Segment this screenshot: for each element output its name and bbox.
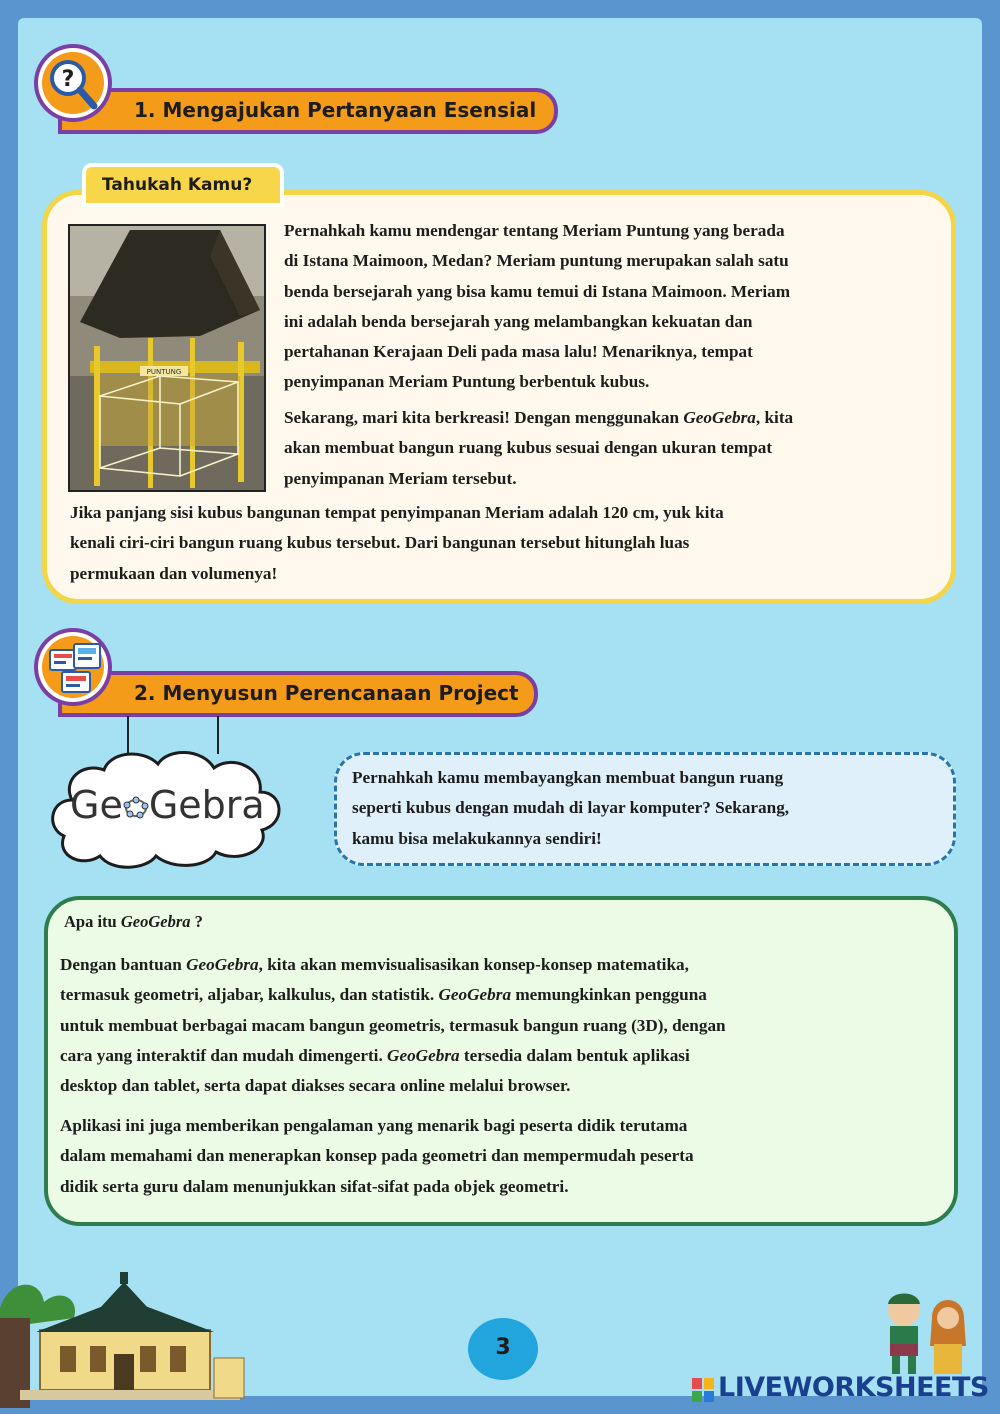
tahukah-label: Tahukah Kamu? bbox=[102, 175, 253, 195]
svg-text:?: ? bbox=[61, 67, 75, 92]
liveworksheets-watermark: LIVEWORKSHEETS bbox=[718, 1372, 989, 1403]
photo-sign-text: PUNTUNG bbox=[146, 368, 182, 376]
text-line: pertahanan Kerajaan Deli pada masa lalu! Menariknya, tempat bbox=[284, 342, 753, 362]
text-line: untuk membuat berbagai macam bangun geometris, termasuk bangun ruang (3D), dengan bbox=[60, 1015, 726, 1035]
text-line: akan membuat bangun ruang kubus sesuai dengan ukuran tempat bbox=[284, 438, 773, 458]
text-line: termasuk geometri, aljabar, kalkulus, dan statistik. GeoGebra memungkinkan pengguna bbox=[60, 985, 707, 1005]
meriam-puntung-photo bbox=[68, 224, 266, 492]
geogebra-ellipse-icon bbox=[123, 793, 149, 821]
computer-screens-icon bbox=[48, 642, 104, 696]
section-1-title: 1. Mengajukan Pertanyaan Esensial bbox=[134, 98, 537, 122]
geogebra-logo bbox=[70, 783, 265, 827]
tahukah-tab bbox=[82, 163, 284, 207]
text-line: kenali ciri-ciri bangun ruang kubus tersebut. Dari bangunan tersebut hitunglah luas bbox=[70, 533, 690, 553]
text-line: Pernahkah kamu membayangkan membuat bangun ruang bbox=[352, 768, 784, 787]
apa-itu-paragraph-1 bbox=[60, 950, 940, 1101]
apa-itu-paragraph-2 bbox=[60, 1111, 940, 1202]
question-magnifier-icon bbox=[48, 58, 98, 112]
tahukah-paragraph-2 bbox=[284, 403, 938, 494]
apa-itu-title: Apa itu GeoGebra ? bbox=[64, 912, 203, 931]
section-2-title: 2. Menyusun Perencanaan Project bbox=[134, 681, 519, 705]
text-line: Dengan bantuan GeoGebra, kita akan memvisualisasikan konsep-konsep matematika, bbox=[60, 955, 689, 974]
text-line: di Istana Maimoon, Medan? Meriam puntung merupakan salah satu bbox=[284, 251, 789, 271]
text-line: didik serta guru dalam menunjukkan sifat-sifat pada objek geometri. bbox=[60, 1176, 569, 1196]
text-line: Sekarang, mari kita berkreasi! Dengan menggunakan GeoGebra, kita bbox=[284, 408, 794, 427]
intro-text bbox=[352, 763, 938, 854]
text-line: penyimpanan Meriam tersebut. bbox=[284, 468, 517, 488]
text-line: ini adalah benda bersejarah yang melambangkan kekuatan dan bbox=[284, 311, 753, 331]
istana-maimoon-illustration bbox=[0, 1268, 250, 1408]
text-line: desktop dan tablet, serta dapat diakses secara online melalui browser. bbox=[60, 1076, 571, 1096]
meriam-puntung-illustration bbox=[70, 226, 264, 490]
page-number-badge bbox=[468, 1318, 538, 1380]
section-2-icon-badge bbox=[34, 628, 112, 706]
text-line: Jika panjang sisi kubus bangunan tempat penyimpanan Meriam adalah 120 cm, yuk kita bbox=[70, 503, 724, 522]
text-line: dalam memahami dan menerapkan konsep pada geometri dan mempermudah peserta bbox=[60, 1146, 694, 1166]
geogebra-logo-part1: Ge bbox=[70, 783, 123, 827]
text-line: cara yang interaktif dan mudah dimengerti. GeoGebra tersedia dalam bentuk aplikasi bbox=[60, 1045, 690, 1065]
text-line: seperti kubus dengan mudah di layar komputer? Sekarang, bbox=[352, 798, 790, 818]
section-1-icon-badge bbox=[34, 44, 112, 122]
text-line: Aplikasi ini juga memberikan pengalaman yang menarik bagi peserta didik terutama bbox=[60, 1116, 688, 1135]
geogebra-italic: GeoGebra bbox=[683, 408, 756, 427]
section-2-header bbox=[58, 671, 538, 717]
tahukah-paragraph-3 bbox=[70, 498, 940, 589]
text-line: permukaan dan volumenya! bbox=[70, 563, 278, 583]
text-line: kamu bisa melakukannya sendiri! bbox=[352, 828, 602, 848]
page-number: 3 bbox=[495, 1335, 511, 1360]
text-line: benda bersejarah yang bisa kamu temui di Istana Maimoon. Meriam bbox=[284, 281, 791, 301]
children-illustration bbox=[876, 1288, 976, 1378]
liveworksheets-logo-icon bbox=[692, 1378, 714, 1402]
text-line: penyimpanan Meriam Puntung berbentuk kubus. bbox=[284, 372, 650, 392]
tahukah-paragraph-1 bbox=[284, 216, 938, 398]
text-line: Pernahkah kamu mendengar tentang Meriam Puntung yang berada bbox=[284, 221, 785, 240]
geogebra-logo-part2: Gebra bbox=[148, 783, 265, 827]
section-1-header bbox=[58, 88, 558, 134]
